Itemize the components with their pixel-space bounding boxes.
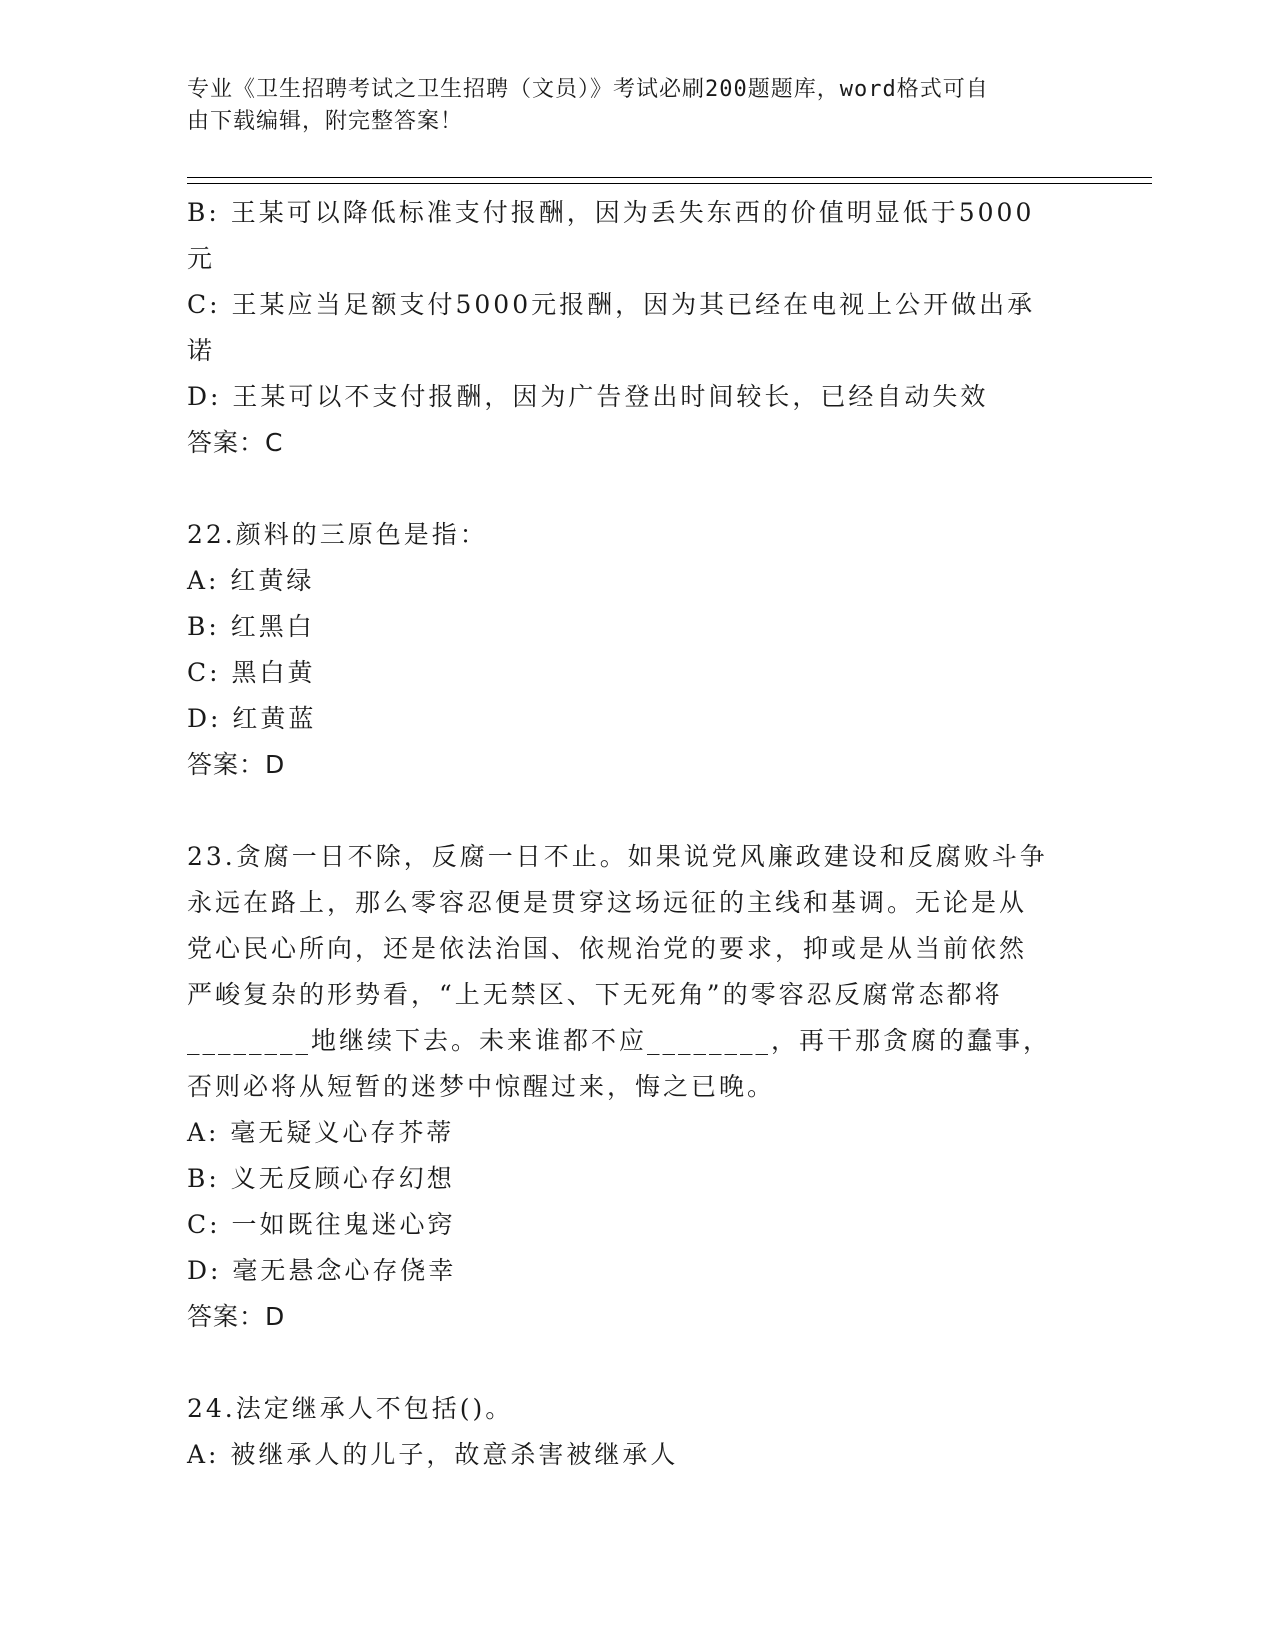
question-stem-line: 否则必将从短暂的迷梦中惊醒过来，悔之已晚。 — [187, 1072, 776, 1101]
option-c-line-2: 诺 — [187, 336, 216, 365]
option-d: D: 红黄蓝 — [187, 704, 317, 733]
header-line-1: 专业《卫生招聘考试之卫生招聘（文员）》考试必刷200题题库，word格式可自 — [187, 77, 989, 102]
header-line-2: 由下载编辑，附完整答案！ — [187, 109, 464, 134]
option-c-line-1: C: 王某应当足额支付5000元报酬，因为其已经在电视上公开做出承 — [187, 290, 1036, 319]
question-21-tail — [187, 190, 1087, 466]
option-d: D: 毫无悬念心存侥幸 — [187, 1256, 457, 1285]
question-stem-line: 严峻复杂的形势看，“上无禁区、下无死角”的零容忍反腐常态都将 — [187, 980, 1003, 1009]
option-c: C: 一如既往鬼迷心窍 — [187, 1210, 456, 1239]
spacer — [187, 466, 1087, 512]
header-rule-bottom — [187, 183, 1152, 184]
answer: 答案：D — [187, 750, 286, 779]
question-24 — [187, 1386, 1087, 1478]
document-header — [187, 74, 1067, 138]
question-content — [187, 190, 1087, 1478]
question-23 — [187, 834, 1087, 1340]
question-stem: 22.颜料的三原色是指： — [187, 520, 488, 549]
question-stem: 24.法定继承人不包括()。 — [187, 1394, 514, 1423]
header-rule-top — [187, 177, 1152, 178]
option-b-line-1: B: 王某可以降低标准支付报酬，因为丢失东西的价值明显低于5000 — [187, 198, 1035, 227]
spacer — [187, 1340, 1087, 1386]
option-b: B: 红黑白 — [187, 612, 315, 641]
option-a: A: 红黄绿 — [187, 566, 315, 595]
question-stem-line: 党心民心所向，还是依法治国、依规治党的要求，抑或是从当前依然 — [187, 934, 1028, 963]
question-stem-line: 永远在路上，那么零容忍便是贯穿这场远征的主线和基调。无论是从 — [187, 888, 1028, 917]
option-a: A: 毫无疑义心存芥蒂 — [187, 1118, 455, 1147]
option-c: C: 黑白黄 — [187, 658, 316, 687]
question-stem-line: 23.贪腐一日不除，反腐一日不止。如果说党风廉政建设和反腐败斗争 — [187, 842, 1048, 871]
spacer — [187, 788, 1087, 834]
question-22 — [187, 512, 1087, 788]
option-a: A: 被继承人的儿子，故意杀害被继承人 — [187, 1440, 679, 1469]
answer: 答案：C — [187, 428, 284, 457]
answer: 答案：D — [187, 1302, 286, 1331]
option-b: B: 义无反顾心存幻想 — [187, 1164, 455, 1193]
option-d: D: 王某可以不支付报酬，因为广告登出时间较长，已经自动失效 — [187, 382, 989, 411]
option-b-line-2: 元 — [187, 244, 216, 273]
question-stem-line: ________地继续下去。未来谁都不应________，再干那贪腐的蠢事， — [187, 1026, 1052, 1055]
